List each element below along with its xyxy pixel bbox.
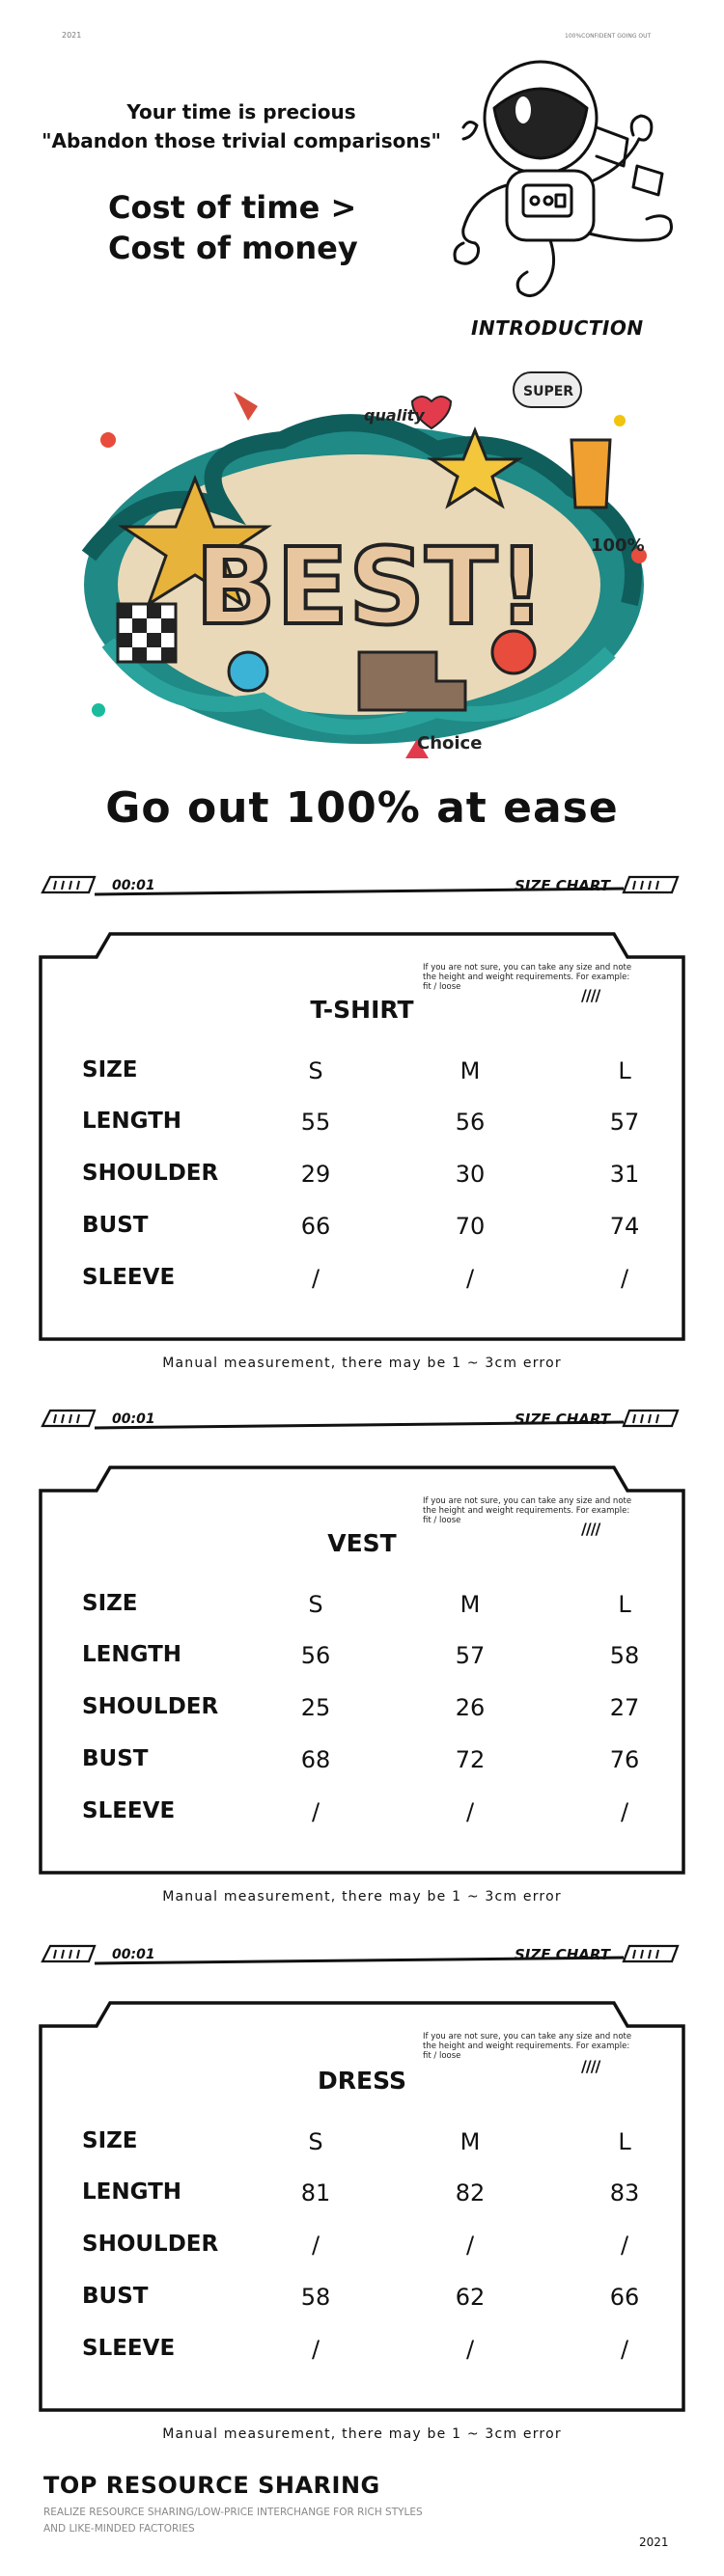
size-chart-bar: [41, 1942, 683, 1967]
footer-year: 2021: [639, 2535, 669, 2549]
row-label: SHOULDER: [82, 1161, 219, 1186]
cell: 76: [609, 1746, 640, 1773]
cell: 56: [300, 1642, 331, 1669]
astronaut-illustration: [434, 50, 695, 303]
table-row: [82, 1161, 661, 1190]
row-label: BUST: [82, 1746, 149, 1771]
row-label: LENGTH: [82, 2179, 182, 2205]
size-note: If you are not sure, you can take any size and note the height and weight requirements. For example: fit / loose: [423, 963, 632, 992]
row-label: SHOULDER: [82, 1694, 219, 1719]
cell: 25: [300, 1694, 331, 1721]
header-year: 2021: [62, 31, 82, 40]
cell: S: [308, 1057, 323, 1084]
size-chart-bar: [41, 873, 683, 898]
table-row: [82, 2336, 661, 2365]
cell: 81: [300, 2179, 331, 2206]
bar-title: SIZE CHART: [514, 877, 610, 894]
doodle-word-super: SUPER: [523, 384, 574, 399]
cell: /: [620, 2336, 629, 2363]
table-title: T-SHIRT: [310, 996, 414, 1024]
size-note: If you are not sure, you can take any size and note the height and weight requirements. For example: fit / loose: [423, 1496, 632, 1525]
row-label: SIZE: [82, 1057, 138, 1082]
cell: 66: [300, 1213, 331, 1240]
cell: 82: [455, 2179, 486, 2206]
intro-line-2: "Abandon those trivial comparisons": [42, 129, 441, 152]
cell: M: [459, 2128, 481, 2155]
cell: 58: [300, 2284, 331, 2311]
size-chart-bar: [41, 1407, 683, 1432]
cell: 55: [300, 1109, 331, 1136]
cell: /: [620, 1798, 629, 1825]
cell: 31: [609, 1161, 640, 1188]
doodle-word-quality: quality: [364, 406, 425, 425]
table-row: [82, 2128, 661, 2157]
table-row: [82, 1798, 661, 1827]
size-table-dress: [39, 1997, 685, 2414]
bar-number: 00:01: [112, 878, 155, 893]
table-row: [82, 1694, 661, 1723]
footer-subtitle: REALIZE RESOURCE SHARING/LOW-PRICE INTERCHANGE FOR RICH STYLES AND LIKE-MINDED FACTORIES: [43, 2507, 423, 2535]
marks-icon: ////: [581, 1520, 600, 1538]
bar-number: 00:01: [112, 1411, 155, 1427]
table-row: [82, 2284, 661, 2313]
cell: /: [311, 1265, 320, 1292]
size-note: If you are not sure, you can take any size and note the height and weight requirements. For example: fit / loose: [423, 2032, 632, 2061]
cell: M: [459, 1057, 481, 1084]
introduction-label: INTRODUCTION: [471, 316, 644, 340]
cell: 57: [609, 1109, 640, 1136]
intro-big-line-2: Cost of money: [108, 230, 358, 266]
size-table-tshirt: [39, 928, 685, 1343]
marks-icon: ////: [581, 2057, 600, 2075]
cell: /: [465, 1265, 475, 1292]
cell: 62: [455, 2284, 486, 2311]
doodle-word-choice: Choice: [417, 733, 483, 754]
size-table-vest: [39, 1462, 685, 1877]
cell: L: [618, 1057, 631, 1084]
cell: 30: [455, 1161, 486, 1188]
doodle-word-100: 100%: [591, 535, 645, 556]
cell: 72: [455, 1746, 486, 1773]
row-label: SLEEVE: [82, 1265, 176, 1290]
header-tag: 100%CONFIDENT GOING OUT: [565, 33, 652, 40]
table-title: VEST: [327, 1529, 397, 1557]
intro-big-line-1: Cost of time >: [108, 189, 357, 226]
table-row: [82, 1265, 661, 1294]
row-label: SIZE: [82, 2128, 138, 2153]
cell: L: [618, 2128, 631, 2155]
cell: /: [311, 2232, 320, 2259]
cell: S: [308, 2128, 323, 2155]
measurement-error-note: Manual measurement, there may be 1 ~ 3cm error: [162, 1889, 562, 1905]
measurement-error-note: Manual measurement, there may be 1 ~ 3cm error: [162, 1356, 562, 1371]
cell: 68: [300, 1746, 331, 1773]
cell: 83: [609, 2179, 640, 2206]
cell: /: [620, 1265, 629, 1292]
row-label: LENGTH: [82, 1642, 182, 1667]
table-row: [82, 1213, 661, 1242]
footer-title: TOP RESOURCE SHARING: [43, 2472, 380, 2499]
measurement-error-note: Manual measurement, there may be 1 ~ 3cm error: [162, 2426, 562, 2442]
marks-icon: ////: [581, 986, 600, 1004]
cell: 56: [455, 1109, 486, 1136]
cell: L: [618, 1591, 631, 1618]
doodle-word-best: BEST!: [195, 525, 546, 648]
cell: 57: [455, 1642, 486, 1669]
cell: /: [311, 1798, 320, 1825]
cell: /: [465, 2336, 475, 2363]
table-row: [82, 1746, 661, 1775]
cell: /: [620, 2232, 629, 2259]
slogan: Go out 100% at ease: [105, 783, 619, 833]
bar-title: SIZE CHART: [514, 1411, 610, 1428]
cell: M: [459, 1591, 481, 1618]
cell: 70: [455, 1213, 486, 1240]
cell: 26: [455, 1694, 486, 1721]
table-row: [82, 2179, 661, 2208]
row-label: SHOULDER: [82, 2232, 219, 2257]
row-label: SIZE: [82, 1591, 138, 1616]
row-label: SLEEVE: [82, 2336, 176, 2361]
cell: 29: [300, 1161, 331, 1188]
table-row: [82, 1109, 661, 1137]
row-label: BUST: [82, 1213, 149, 1238]
cell: /: [465, 2232, 475, 2259]
bar-title: SIZE CHART: [514, 1946, 610, 1963]
bar-number: 00:01: [112, 1947, 155, 1962]
table-row: [82, 1591, 661, 1620]
row-label: LENGTH: [82, 1109, 182, 1134]
cell: 58: [609, 1642, 640, 1669]
cell: 66: [609, 2284, 640, 2311]
cell: 27: [609, 1694, 640, 1721]
table-row: [82, 2232, 661, 2261]
cell: /: [465, 1798, 475, 1825]
table-title: DRESS: [318, 2067, 406, 2095]
cell: 74: [609, 1213, 640, 1240]
table-row: [82, 1057, 661, 1086]
best-doodle-illustration: [70, 363, 658, 768]
table-row: [82, 1642, 661, 1671]
intro-line-1: Your time is precious: [126, 100, 356, 123]
cell: S: [308, 1591, 323, 1618]
row-label: BUST: [82, 2284, 149, 2309]
cell: /: [311, 2336, 320, 2363]
row-label: SLEEVE: [82, 1798, 176, 1823]
